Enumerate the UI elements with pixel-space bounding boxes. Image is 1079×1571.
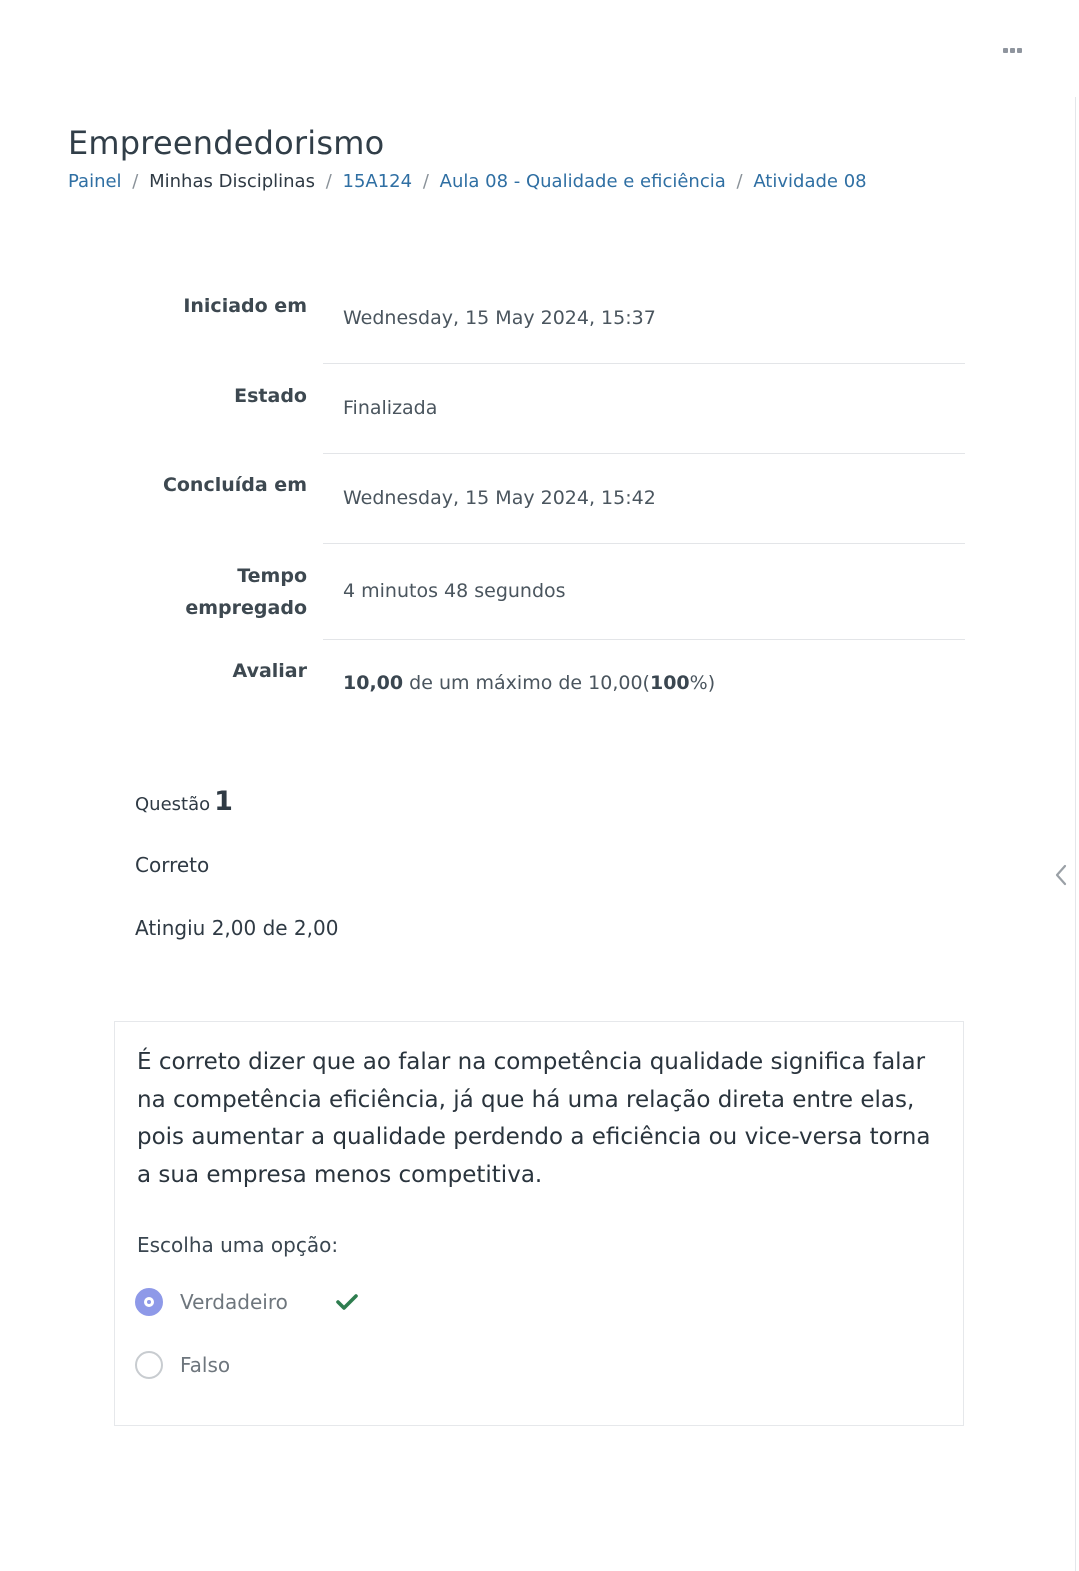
question-number: 1 — [214, 786, 233, 817]
breadcrumb-separator: / — [736, 171, 743, 192]
breadcrumb-item-section[interactable]: Aula 08 - Qualidade e eficiência — [439, 171, 726, 192]
radio-selected-icon[interactable] — [135, 1288, 163, 1316]
radio-unselected-icon[interactable] — [135, 1351, 163, 1379]
option-verdadeiro[interactable] — [135, 1286, 288, 1318]
started-label: Iniciado em — [183, 295, 307, 317]
breadcrumb-separator: / — [132, 171, 139, 192]
breadcrumb-separator: / — [325, 171, 332, 192]
drawer-edge-divider — [1075, 97, 1076, 1571]
ellipsis-icon-dot — [1010, 48, 1015, 53]
breadcrumb-separator: / — [422, 171, 429, 192]
drawer-toggle-button[interactable] — [1048, 860, 1074, 890]
option-label: Falso — [180, 1353, 231, 1377]
question-grade: Atingiu 2,00 de 2,00 — [135, 916, 339, 940]
time-value: 4 minutos 48 segundos — [343, 580, 566, 602]
question-word: Questão — [135, 794, 211, 815]
ellipsis-icon-dot — [1017, 48, 1022, 53]
grade-value — [343, 672, 715, 694]
question-heading — [135, 786, 233, 817]
grade-max-text: de um máximo de 10,00( — [403, 672, 650, 694]
time-label-line1: Tempo — [237, 565, 307, 587]
question-state: Correto — [135, 853, 210, 877]
page-title: Empreendedorismo — [68, 124, 385, 162]
row-divider — [323, 453, 965, 454]
option-label: Verdadeiro — [180, 1290, 288, 1314]
grade-label: Avaliar — [232, 660, 307, 682]
time-label-line2: empregado — [185, 597, 307, 619]
breadcrumb-item-minhas-disciplinas: Minhas Disciplinas — [149, 171, 315, 192]
completed-value: Wednesday, 15 May 2024, 15:42 — [343, 487, 656, 509]
grade-percent-suffix: %) — [689, 672, 716, 694]
row-divider — [323, 639, 965, 640]
breadcrumb-item-course[interactable]: 15A124 — [342, 171, 413, 192]
time-label — [67, 560, 307, 624]
row-divider — [323, 543, 965, 544]
grade-score: 10,00 — [343, 672, 404, 694]
chevron-left-icon — [1048, 860, 1074, 890]
state-label: Estado — [234, 385, 307, 407]
answer-prompt: Escolha uma opção: — [137, 1233, 339, 1257]
breadcrumb — [68, 171, 867, 192]
breadcrumb-item-painel[interactable]: Painel — [68, 171, 122, 192]
question-text: É correto dizer que ao falar na competência qualidade significa falar na competência eficiência, já que há uma relação direta entre elas, pois aumentar a qualidade perdendo a eficiência ou vice-versa torna a sua empresa menos competitiva. — [137, 1049, 931, 1188]
started-value: Wednesday, 15 May 2024, 15:37 — [343, 307, 656, 329]
checkmark-icon — [336, 1293, 358, 1311]
ellipsis-icon — [1003, 48, 1008, 53]
more-options-button[interactable] — [996, 38, 1028, 62]
option-falso[interactable] — [135, 1349, 230, 1381]
completed-label: Concluída em — [162, 474, 307, 496]
row-divider — [323, 363, 965, 364]
state-value: Finalizada — [343, 397, 438, 419]
grade-percent: 100 — [649, 672, 690, 694]
breadcrumb-item-activity[interactable]: Atividade 08 — [753, 171, 867, 192]
